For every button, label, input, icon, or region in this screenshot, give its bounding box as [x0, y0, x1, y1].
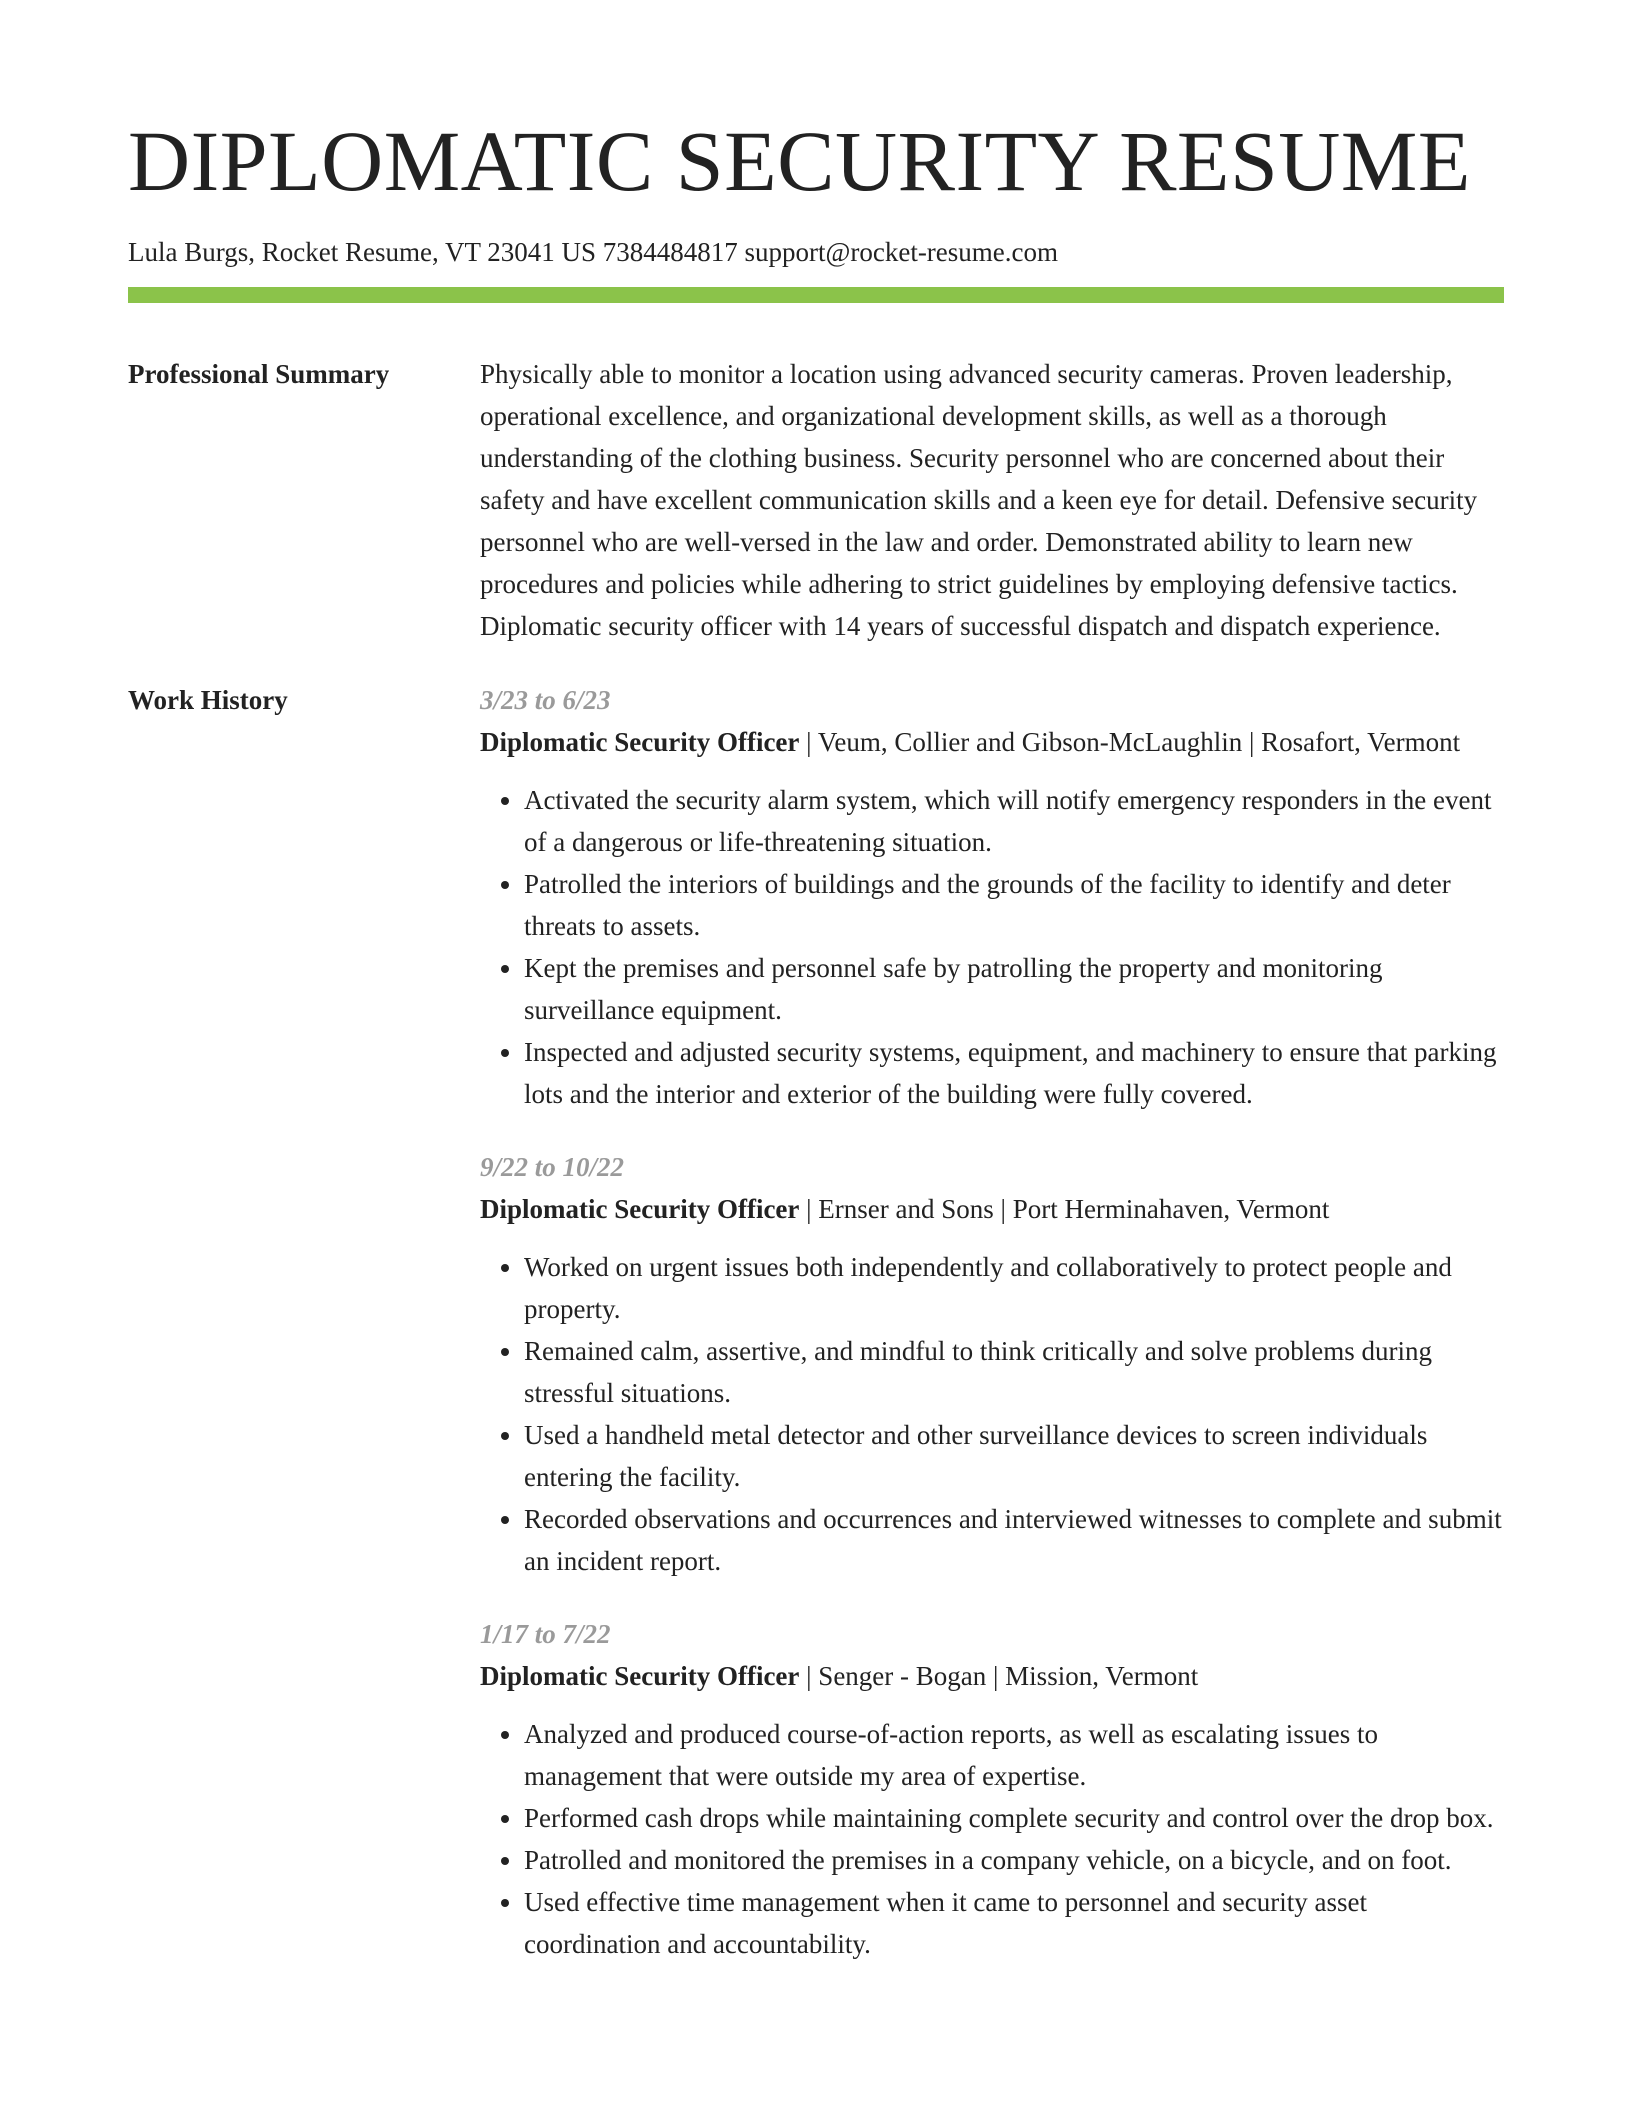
job-heading — [480, 1188, 1504, 1230]
summary-text: Physically able to monitor a location using advanced security cameras. Proven leadership, operational excellence, and organizational development skills, as well as a thorough understanding of the clothing business. Security personnel who are concerned about their safety and have excellent communication skills and a keen eye for detail. Defensive security personnel who are well-versed in the law and order. Demonstrated ability to learn new procedures and policies while adhering to strict guidelines by employing defensive tactics. Diplomatic security officer with 14 years of successful dispatch and dispatch experience. — [480, 359, 1478, 641]
job-title: Diplomatic Security Officer — [480, 727, 800, 757]
work-history-list — [480, 679, 1504, 1965]
contact-line: Lula Burgs, Rocket Resume, VT 23041 US 7384484817 support@rocket-resume.com — [128, 237, 1059, 267]
job-bullet: • Patrolled and monitored the premises in a company vehicle, on a bicycle, and on foot. — [524, 1839, 1504, 1881]
job-heading — [480, 721, 1504, 763]
job-details: | Senger - Bogan | Mission, Vermont — [799, 1661, 1199, 1691]
job-bullet: • Recorded observations and occurrences and interviewed witnesses to complete and submit an incident report. — [524, 1498, 1504, 1582]
job-bullets — [480, 1246, 1504, 1582]
job-dates: 3/23 to 6/23 — [480, 685, 611, 715]
job-title: Diplomatic Security Officer — [480, 1194, 800, 1224]
job-bullet: • Worked on urgent issues both independently and collaboratively to protect people and property. — [524, 1246, 1504, 1330]
job-bullet: • Kept the premises and personnel safe by patrolling the property and monitoring surveillance equipment. — [524, 947, 1504, 1031]
job-details: | Ernser and Sons | Port Herminahaven, Vermont — [799, 1194, 1330, 1224]
resume-page — [128, 0, 1504, 1965]
job-bullet: • Patrolled the interiors of buildings and the grounds of the facility to identify and deter threats to assets. — [524, 863, 1504, 947]
work-history-section — [128, 679, 1504, 1965]
job-title: Diplomatic Security Officer — [480, 1661, 800, 1691]
job-entry — [480, 1146, 1504, 1582]
job-dates: 9/22 to 10/22 — [480, 1152, 625, 1182]
section-label-summary: Professional Summary — [128, 359, 390, 389]
job-bullets — [480, 779, 1504, 1115]
job-bullet: • Used effective time management when it came to personnel and security asset coordination and accountability. — [524, 1881, 1504, 1965]
section-label-work-history: Work History — [128, 685, 288, 715]
job-entry — [480, 679, 1504, 1115]
job-entry — [480, 1613, 1504, 1965]
accent-divider — [128, 287, 1504, 303]
job-bullet: • Remained calm, assertive, and mindful to think critically and solve problems during stressful situations. — [524, 1330, 1504, 1414]
professional-summary-section — [128, 353, 1504, 647]
job-heading — [480, 1655, 1504, 1697]
job-bullet: • Activated the security alarm system, which will notify emergency responders in the event of a dangerous or life-threatening situation. — [524, 779, 1504, 863]
job-bullet: • Analyzed and produced course-of-action reports, as well as escalating issues to management that were outside my area of expertise. — [524, 1713, 1504, 1797]
job-details: | Veum, Collier and Gibson-McLaughlin | Rosafort, Vermont — [799, 727, 1461, 757]
job-bullet: • Performed cash drops while maintaining complete security and control over the drop box. — [524, 1797, 1504, 1839]
job-dates: 1/17 to 7/22 — [480, 1619, 611, 1649]
resume-title: DIPLOMATIC SECURITY RESUME — [128, 113, 1471, 209]
job-bullet: • Used a handheld metal detector and other surveillance devices to screen individuals entering the facility. — [524, 1414, 1504, 1498]
job-bullets — [480, 1713, 1504, 1965]
job-bullet: • Inspected and adjusted security systems, equipment, and machinery to ensure that parking lots and the interior and exterior of the building were fully covered. — [524, 1031, 1504, 1115]
